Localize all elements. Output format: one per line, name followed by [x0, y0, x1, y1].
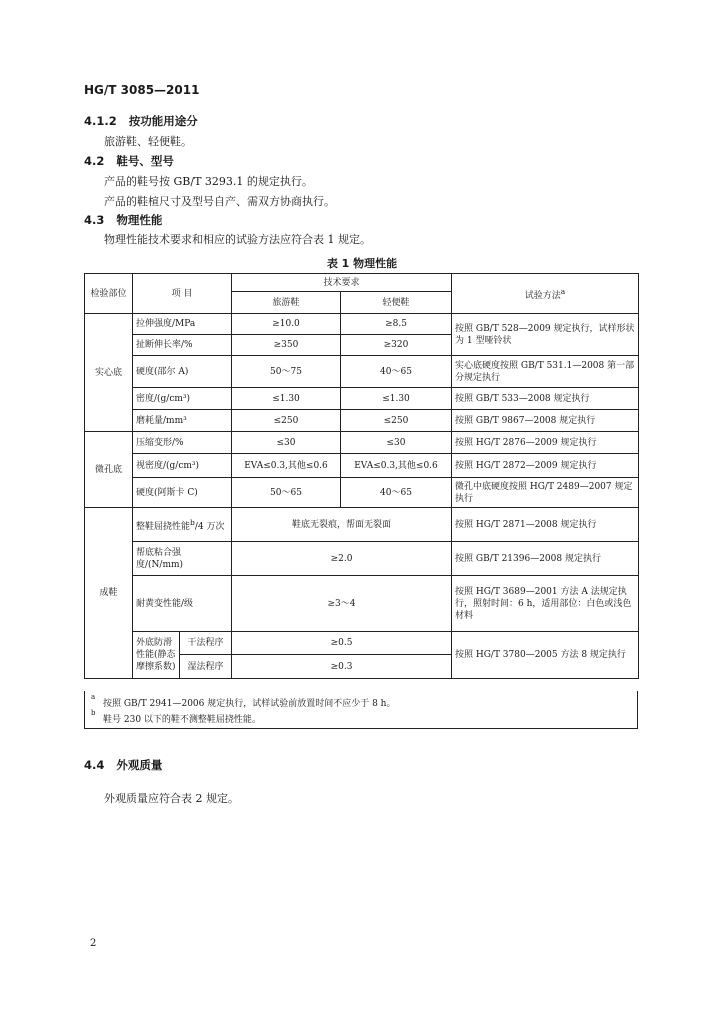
merged-value: 鞋底无裂痕，帮面无裂面 [232, 508, 452, 542]
item-label-suffix: /4 万次 [194, 521, 225, 532]
item-cell: 硬度(阿斯卡 C) [133, 478, 232, 508]
table-row [85, 478, 639, 508]
section-4-1-2-text: 旅游鞋、轻便鞋。 [104, 135, 192, 148]
method-cell: 微孔中底硬度按照 HG/T 2489—2007 规定执行 [452, 478, 639, 508]
method-cell: 按照 GB/T 9867—2008 规定执行 [452, 410, 639, 432]
section-4-3-heading [84, 212, 162, 228]
table-row [85, 314, 639, 335]
table-row [85, 356, 639, 388]
section-title: 鞋号、型号 [116, 154, 174, 168]
sub-item-dry: 干法程序 [180, 632, 232, 655]
section-4-2-heading [84, 153, 174, 169]
note-text: 按照 GB/T 2941—2006 规定执行，试样试验前放置时间不应少于 8 h。 [103, 699, 396, 709]
group-solid-sole: 实心底 [85, 314, 133, 432]
travel-value: 50～75 [232, 356, 341, 388]
table-row [85, 454, 639, 478]
table-notes [84, 691, 638, 729]
method-cell: 按照 GB/T 21396—2008 规定执行 [452, 542, 639, 576]
note-text: 鞋号 230 以下的鞋不测整鞋屈挠性能。 [103, 715, 261, 725]
note-mark: b [91, 709, 96, 717]
light-value: EVA≤0.3,其他≤0.6 [341, 454, 452, 478]
merged-value: ≥0.3 [232, 655, 452, 679]
sub-item-wet: 湿法程序 [180, 655, 232, 679]
header-travel-shoes: 旅游鞋 [232, 292, 341, 314]
section-number: 4.3 [84, 213, 105, 227]
note-a [91, 693, 396, 709]
item-cell: 耐黄变性能/级 [133, 576, 232, 632]
item-cell: 外底防滑性能(静态摩擦系数) [133, 632, 180, 679]
table-row [85, 410, 639, 432]
light-value: ≤30 [341, 432, 452, 454]
method-cell: 实心底硬度按照 GB/T 531.1—2008 第一部分规定执行 [452, 356, 639, 388]
light-value: ≤1.30 [341, 388, 452, 410]
item-cell: 拉伸强度/MPa [133, 314, 232, 335]
section-4-2-paragraph-1: 产品的鞋号按 GB/T 3293.1 的规定执行。 [104, 175, 313, 188]
item-cell: 压缩变形/% [133, 432, 232, 454]
travel-value: ≤250 [232, 410, 341, 432]
page-number: 2 [90, 938, 97, 949]
light-value: ≤250 [341, 410, 452, 432]
footnote-marker: a [560, 286, 566, 296]
travel-value: ≤1.30 [232, 388, 341, 410]
travel-value: ≤30 [232, 432, 341, 454]
physical-properties-table [84, 273, 639, 679]
section-title: 外观质量 [116, 758, 163, 772]
travel-value: ≥10.0 [232, 314, 341, 335]
table-row [85, 508, 639, 542]
footnote-marker: b [190, 517, 195, 527]
method-cell: 按照 GB/T 528—2009 规定执行，试样形状为 1 型哑铃状 [452, 314, 639, 356]
header-test-method-label: 试验方法 [524, 290, 561, 301]
note-mark: a [91, 693, 96, 701]
section-4-2-paragraph-2: 产品的鞋楦尺寸及型号自产、需双方协商执行。 [104, 195, 335, 208]
header-test-method [452, 274, 639, 314]
header-inspection-part: 检验部位 [85, 274, 133, 314]
item-cell: 硬度(邵尔 A) [133, 356, 232, 388]
light-value: 40～65 [341, 478, 452, 508]
table-caption: 表 1 物理性能 [326, 257, 398, 270]
table-row [85, 542, 639, 576]
section-4-1-2-heading [84, 113, 198, 129]
item-cell: 磨耗量/mm³ [133, 410, 232, 432]
section-4-4-heading [84, 757, 162, 773]
method-cell: 按照 HG/T 2876—2009 规定执行 [452, 432, 639, 454]
method-cell: 按照 GB/T 533—2008 规定执行 [452, 388, 639, 410]
standard-header: HG/T 3085—2011 [84, 83, 200, 97]
item-cell: 视密度/(g/cm³) [133, 454, 232, 478]
merged-value: ≥2.0 [232, 542, 452, 576]
item-label: 整鞋屈挠性能 [136, 521, 191, 532]
section-4-3-paragraph: 物理性能技术要求和相应的试验方法应符合表 1 规定。 [104, 233, 371, 246]
travel-value: ≥350 [232, 335, 341, 356]
group-finished-shoe: 成鞋 [85, 508, 133, 679]
section-title: 物理性能 [116, 213, 163, 227]
table-row [85, 576, 639, 632]
item-cell: 帮底粘合强度/(N/mm) [133, 542, 232, 576]
item-cell: 密度/(g/cm³) [133, 388, 232, 410]
merged-value: ≥0.5 [232, 632, 452, 655]
header-technical-requirements: 技术要求 [232, 274, 452, 292]
note-b [91, 709, 261, 725]
item-cell [133, 508, 232, 542]
section-number: 4.2 [84, 154, 105, 168]
group-microporous-sole: 微孔底 [85, 432, 133, 508]
travel-value: EVA≤0.3,其他≤0.6 [232, 454, 341, 478]
method-cell: 按照 HG/T 3780—2005 方法 8 规定执行 [452, 632, 639, 679]
method-cell: 按照 HG/T 2871—2008 规定执行 [452, 508, 639, 542]
travel-value: 50～65 [232, 478, 341, 508]
method-cell: 按照 HG/T 3689—2001 方法 A 法规定执行，照射时间：6 h，适用部位：白色或浅色材料 [452, 576, 639, 632]
item-cell: 扯断伸长率/% [133, 335, 232, 356]
light-value: ≥8.5 [341, 314, 452, 335]
table-row [85, 432, 639, 454]
section-4-4-paragraph: 外观质量应符合表 2 规定。 [104, 792, 239, 805]
section-number: 4.1.2 [84, 114, 117, 128]
table-row [85, 632, 639, 655]
section-number: 4.4 [84, 758, 105, 772]
method-cell: 按照 HG/T 2872—2009 规定执行 [452, 454, 639, 478]
header-item: 项 目 [133, 274, 232, 314]
light-value: 40～65 [341, 356, 452, 388]
merged-value: ≥3～4 [232, 576, 452, 632]
light-value: ≥320 [341, 335, 452, 356]
section-title: 按功能用途分 [128, 114, 198, 128]
header-light-shoes: 轻便鞋 [341, 292, 452, 314]
table-row [85, 388, 639, 410]
